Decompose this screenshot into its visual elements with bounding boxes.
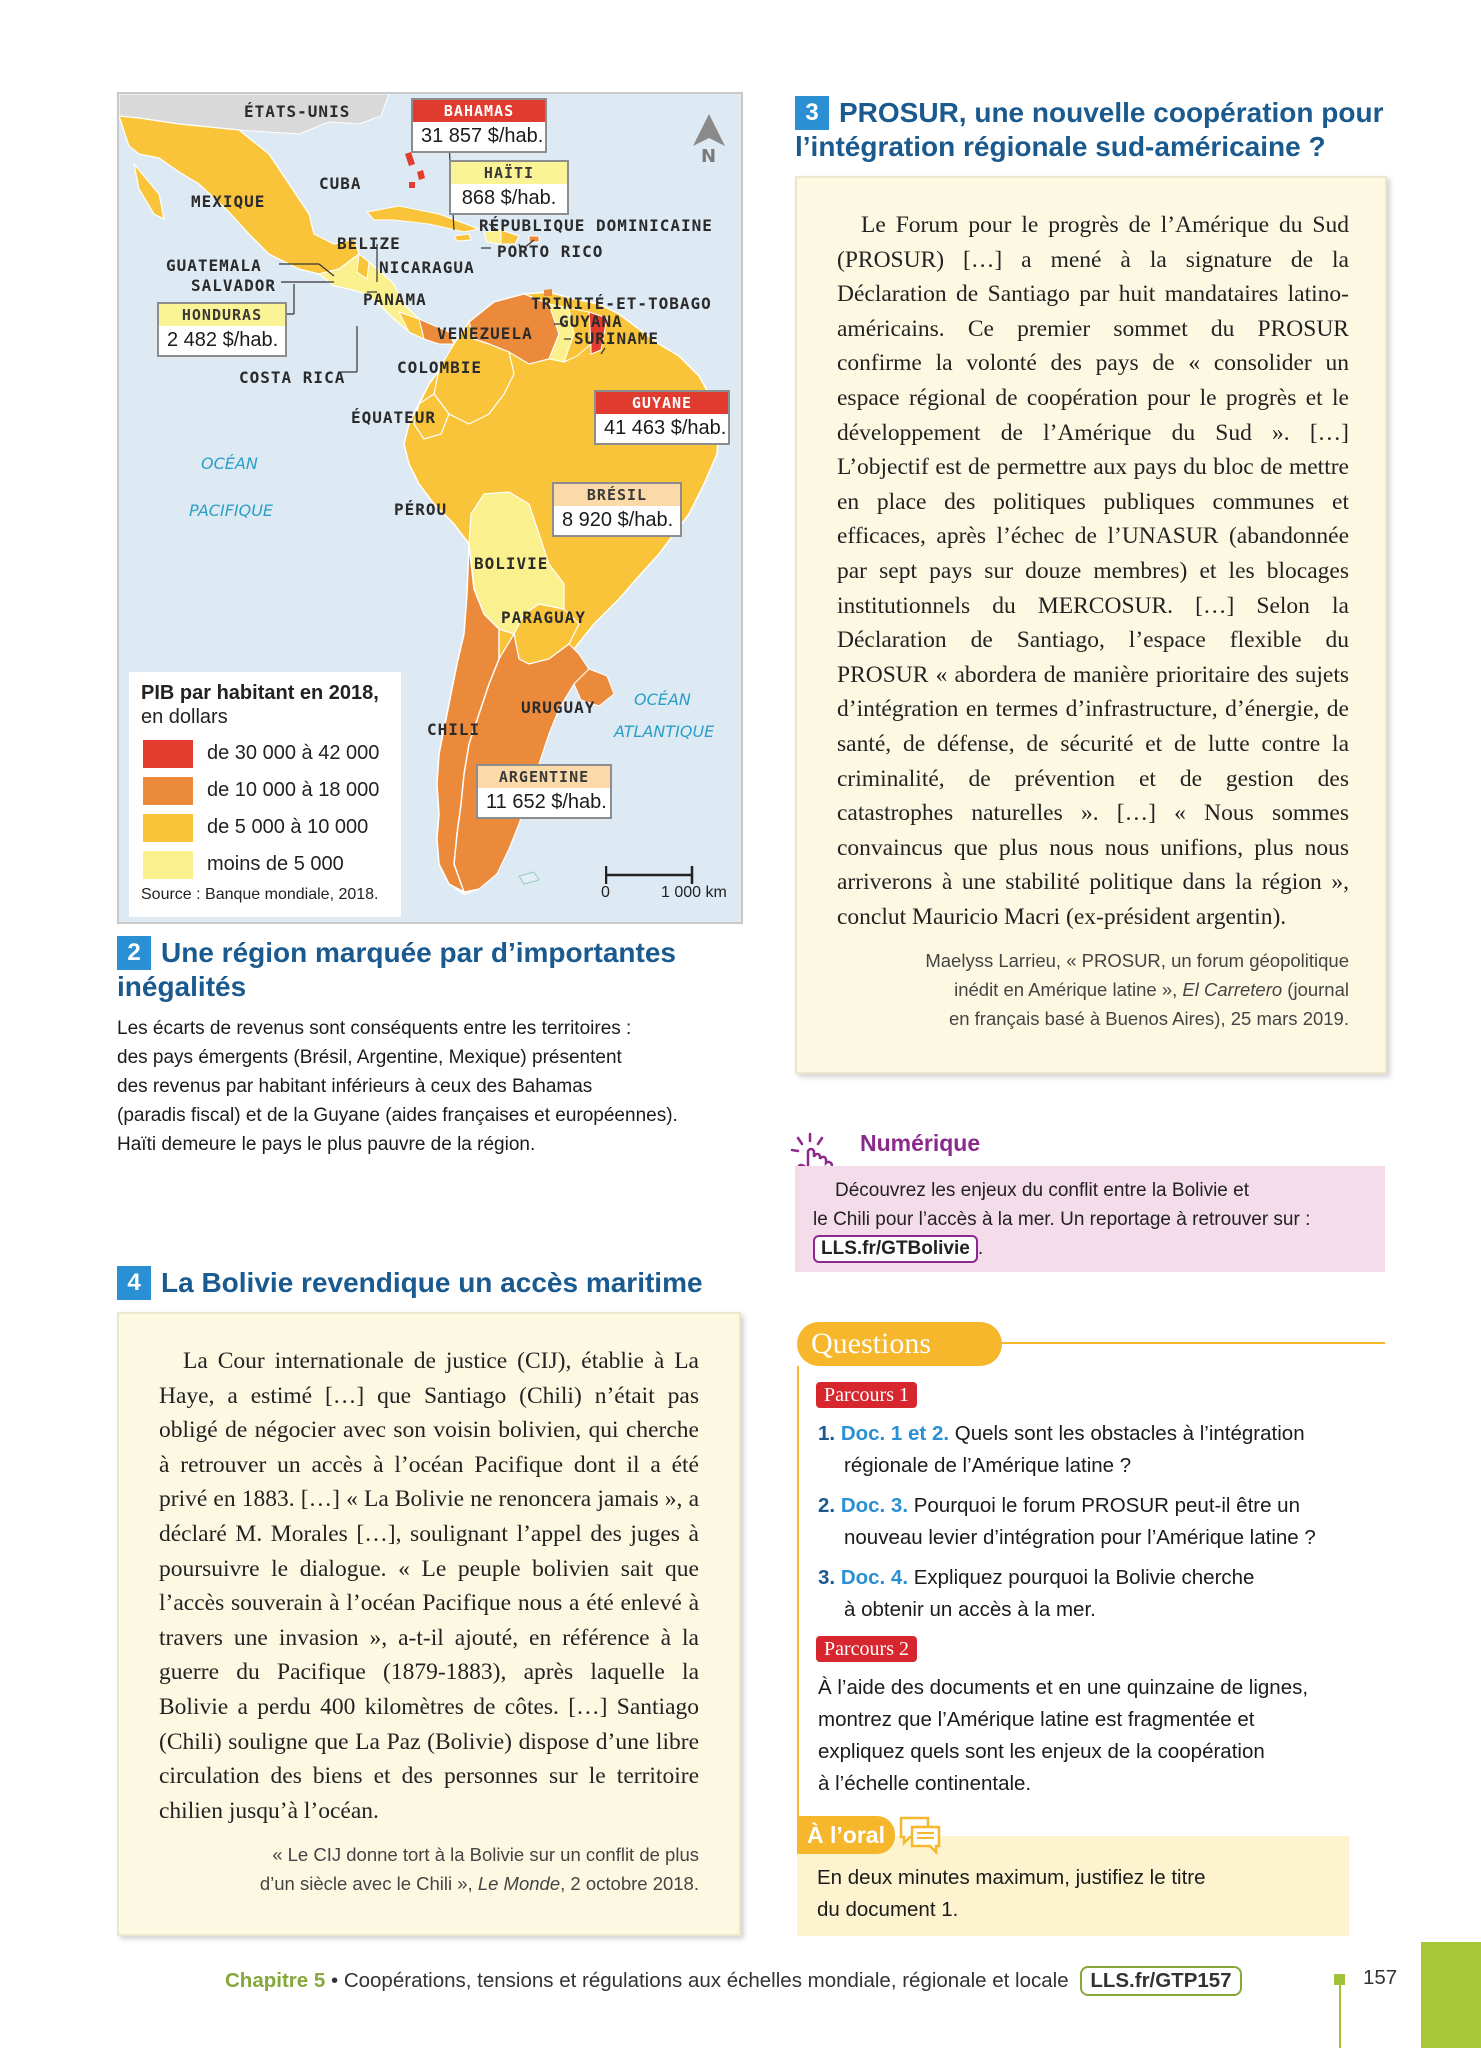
doc3-cite-line: en français basé à Buenos Aires), 25 mars 2019. [948, 1008, 1349, 1030]
callout-honduras-value: 2 482 $/hab. [167, 329, 279, 351]
question-text: Quels sont les obstacles à l’intégration [949, 1422, 1305, 1445]
question-doc-ref: Doc. 1 et 2. [840, 1422, 950, 1445]
callout-bahamas-name: BAHAMAS [413, 100, 545, 122]
legend-source: Source : Banque mondiale, 2018. [141, 886, 379, 903]
doc4-cite-line [159, 1869, 699, 1898]
bahamas-shape [405, 152, 425, 188]
label-paraguay: PARAGUAY [501, 608, 587, 627]
callout-argentine-name: ARGENTINE [478, 766, 610, 788]
callout-bahamas [411, 98, 547, 153]
parcours-2-line: montrez que l’Amérique latine est fragmentée et [818, 1708, 1255, 1731]
numerique-link-row [813, 1234, 1373, 1263]
label-porto-rico: PORTO RICO [497, 242, 604, 261]
doc4-cite-journal: Le Monde [477, 1873, 561, 1895]
question-number: 1. [818, 1422, 836, 1445]
label-colombie: COLOMBIE [397, 358, 483, 377]
numerique-title: Numérique [860, 1130, 981, 1156]
north-label: N [701, 146, 717, 167]
doc3-cite-part: inédit en Amérique latine », [954, 979, 1183, 1001]
label-uruguay: URUGUAY [521, 698, 596, 717]
legend-swatch [143, 814, 193, 842]
parcours-2-line: à l’échelle continentale. [818, 1772, 1032, 1795]
doc2-line: (paradis fiscal) et de la Guyane (aides françaises et européennes). [117, 1105, 678, 1126]
label-rep-dom: RÉPUBLIQUE DOMINICAINE [479, 216, 713, 235]
legend-subtitle: en dollars [141, 706, 228, 728]
doc4-citation [159, 1840, 699, 1898]
question-number: 3. [818, 1566, 836, 1589]
doc4-text [159, 1344, 699, 1828]
numerique-line: le Chili pour l’accès à la mer. Un reportage à retrouver sur : [813, 1209, 1311, 1230]
doc3-number: 3 [795, 96, 829, 130]
callout-bresil [552, 482, 682, 537]
doc4-title [117, 1266, 757, 1300]
legend-label: de 30 000 à 42 000 [207, 742, 380, 764]
footer-chapter: Chapitre 5 [225, 1969, 326, 1992]
numerique-link-dot: . [977, 1238, 984, 1259]
page-marker-line [1339, 1985, 1341, 2048]
doc2-title [117, 936, 757, 1004]
doc3-cite-line: Maelyss Larrieu, « PROSUR, un forum géopolitique [925, 950, 1349, 972]
doc3-citation [837, 946, 1349, 1033]
label-bolivie: BOLIVIE [474, 554, 549, 573]
page-footer [225, 1966, 1242, 1996]
label-chili: CHILI [427, 720, 481, 739]
callout-bresil-value: 8 920 $/hab. [562, 509, 674, 531]
label-ocean-pacific-1: OCÉAN [201, 454, 258, 473]
oral-tag: À l’oral [797, 1816, 895, 1854]
doc2-line: Les écarts de revenus sont conséquents entre les territoires : [117, 1018, 632, 1039]
label-mexique: MEXIQUE [191, 192, 266, 211]
legend-title: PIB par habitant en 2018, [141, 682, 379, 704]
footer-text: Coopérations, tensions et régulations aux échelles mondiale, régionale et locale [343, 1969, 1069, 1992]
scale-start: 0 [601, 884, 610, 901]
questions-divider [1000, 1342, 1385, 1344]
doc3-box [795, 176, 1387, 1074]
baja-shape [134, 164, 164, 219]
doc4-box [117, 1312, 741, 1936]
callout-guyane-name: GUYANE [596, 392, 728, 414]
question-item [818, 1562, 1388, 1626]
label-equateur: ÉQUATEUR [351, 408, 437, 427]
map-legend [129, 672, 401, 917]
callout-honduras-name: HONDURAS [159, 304, 285, 326]
doc3-cite-journal: El Carretero [1182, 979, 1283, 1001]
doc3-cite-line [837, 975, 1349, 1004]
scale-bar-line [605, 864, 695, 886]
question-doc-ref: Doc. 3. [840, 1494, 909, 1517]
question-item [818, 1418, 1388, 1482]
doc4-title-text: La Bolivie revendique un accès maritime [161, 1267, 703, 1298]
label-usa: ÉTATS-UNIS [244, 102, 351, 121]
page-marker [1334, 1974, 1345, 1985]
doc3-cite-part: (journal [1282, 979, 1349, 1001]
north-arrow [689, 112, 729, 168]
callout-haiti-value: 868 $/hab. [461, 187, 557, 209]
legend-label: de 5 000 à 10 000 [207, 816, 369, 838]
callout-haiti [449, 160, 569, 215]
label-perou: PÉROU [394, 500, 448, 519]
legend-swatch [143, 740, 193, 768]
question-text: Expliquez pourquoi la Bolivie cherche [908, 1566, 1255, 1589]
question-line: nouveau levier d’intégration pour l’Amérique latine ? [844, 1526, 1316, 1549]
doc4-cite-part: d’un siècle avec le Chili », [259, 1873, 478, 1895]
numerique-link[interactable]: LLS.fr/GTBolivie [813, 1235, 978, 1263]
doc4-paragraph: La Cour internationale de justice (CIJ), établie à La Haye, a estimé […] que Santiago (Chili) n’était pas obligé de négocier avec son voisin bolivien, qui cherche à retrouver un accès à l’océan Pacifique dont il a été privé en 1883. […] « La Bolivie ne renoncera jamais », a déclaré M. Morales […], soulignant l’appel des juges à poursuivre le dialogue. « Le peuple bolivien sait que l’accès souverain à l’océan Pacifique nous a été enlevé à travers une invasion », a-t-il ajouté, en référence à la guerre du Pacifique (1879-1883), après laquelle la Bolivie a perdu 400 kilomètres de côtes. […] Santiago (Chili) souligne que La Paz (Bolivie) dispose d’une libre circulation des biens et des personnes sur le territoire chilien jusqu’à l’océan. [159, 1348, 699, 1824]
legend-swatch [143, 777, 193, 805]
scale-end: 1 000 km [661, 884, 727, 901]
speech-bubble-icon [898, 1815, 942, 1855]
question-number: 2. [818, 1494, 836, 1517]
label-ocean-atlantic-2: ATLANTIQUE [614, 722, 715, 741]
label-belize: BELIZE [337, 234, 401, 253]
label-ocean-pacific-2: PACIFIQUE [189, 501, 274, 520]
callout-guyane [594, 390, 730, 445]
question-item [818, 1490, 1398, 1554]
label-trinite: TRINITÉ-ET-TOBAGO [531, 294, 712, 313]
question-line [818, 1562, 1388, 1594]
doc4-cite-part: , 2 octobre 2018. [560, 1873, 699, 1895]
doc3-title [795, 96, 1415, 164]
question-line: à obtenir un accès à la mer. [844, 1598, 1096, 1621]
legend-label: moins de 5 000 [207, 853, 344, 875]
doc3-text [837, 208, 1349, 934]
label-venezuela: VENEZUELA [437, 324, 533, 343]
label-panama: PANAMA [363, 290, 427, 309]
label-cuba: CUBA [319, 174, 362, 193]
callout-bresil-name: BRÉSIL [554, 484, 680, 506]
callout-haiti-name: HAÏTI [451, 162, 567, 184]
callout-argentine-value: 11 652 $/hab. [486, 791, 607, 813]
question-line [818, 1490, 1398, 1522]
page-number: 157 [1363, 1966, 1398, 1989]
footer-separator: • [325, 1969, 344, 1992]
oral-line: En deux minutes maximum, justifiez le titre [817, 1866, 1206, 1889]
question-line: régionale de l’Amérique latine ? [844, 1454, 1132, 1477]
doc2-line: des revenus par habitant inférieurs à ceux des Bahamas [117, 1076, 593, 1097]
doc2-number: 2 [117, 936, 151, 970]
doc2-line: Haïti demeure le pays le plus pauvre de la région. [117, 1134, 536, 1155]
page-corner-tab [1421, 1942, 1481, 2048]
parcours-2-text [818, 1672, 1388, 1800]
doc2-title-text: Une région marquée par d’importantes inégalités [117, 937, 676, 1002]
doc2-body [117, 1014, 757, 1159]
parcours-2-line: À l’aide des documents et en une quinzaine de lignes, [818, 1676, 1309, 1699]
label-guatemala: GUATEMALA [166, 256, 262, 275]
oral-line: du document 1. [817, 1898, 959, 1921]
callout-guyane-value: 41 463 $/hab. [604, 417, 727, 439]
doc3-title-text: PROSUR, une nouvelle coopération pour l’intégration régionale sud-américaine ? [795, 97, 1384, 162]
gdp-map [117, 92, 743, 924]
doc4-cite-line: « Le CIJ donne tort à la Bolivie sur un conflit de plus [272, 1844, 699, 1866]
doc4-number: 4 [117, 1266, 151, 1300]
numerique-line: Découvrez les enjeux du conflit entre la Bolivie et [835, 1180, 1250, 1201]
question-text: Pourquoi le forum PROSUR peut-il être un [908, 1494, 1300, 1517]
questions-title: Questions [797, 1322, 1002, 1366]
label-nicaragua: NICARAGUA [379, 258, 475, 277]
falklands-shape [519, 872, 539, 884]
label-salvador: SALVADOR [191, 276, 277, 295]
parcours-2-badge: Parcours 2 [816, 1636, 917, 1662]
legend-swatch [143, 851, 193, 879]
doc2-line: des pays émergents (Brésil, Argentine, Mexique) présentent [117, 1047, 622, 1068]
legend-label: de 10 000 à 18 000 [207, 779, 380, 801]
label-ocean-atlantic-1: OCÉAN [634, 690, 691, 709]
parcours-1-badge: Parcours 1 [816, 1382, 917, 1408]
question-line [818, 1418, 1388, 1450]
callout-bahamas-value: 31 857 $/hab. [421, 125, 544, 147]
label-guyana: GUYANA [559, 312, 623, 331]
jamaica-shape [454, 234, 471, 241]
footer-link[interactable]: LLS.fr/GTP157 [1080, 1966, 1241, 1996]
callout-honduras [157, 302, 287, 357]
parcours-2-line: expliquez quels sont les enjeux de la coopération [818, 1740, 1265, 1763]
label-suriname: SURINAME [574, 329, 660, 348]
callout-argentine [476, 764, 612, 819]
numerique-box [795, 1166, 1385, 1272]
question-doc-ref: Doc. 4. [840, 1566, 909, 1589]
doc3-paragraph: Le Forum pour le progrès de l’Amérique du Sud (PROSUR) […] a mené à la signature de la Déclaration de Santiago par huit mandataires latino-américains. Ce premier sommet du PROSUR confirme la volonté des pays de « consolider un espace régional de coopération pour le progrès et le développement de l’Amérique du Sud ». […] L’objectif est de permettre aux pays du bloc de mettre en place des politiques publiques communes et efficaces, après l’échec de l’UNASUR (abandonnée par sept pays sur douze membres) et les blocages institutionnels du MERCOSUR. […] Selon la Déclaration de Santiago, l’espace flexible du PROSUR « abordera de manière prioritaire des sujets d’intégration en termes d’infrastructure, d’énergie, de santé, de défense, de sécurité et de lutte contre la criminalité, de prévention et de gestion des catastrophes naturelles ». […] « Nous sommes convaincus que plus nous nous unifions, plus nous arriverons à une stabilité politique dans la région », conclut Mauricio Macri (ex-président argentin). [837, 212, 1349, 930]
label-costa-rica: COSTA RICA [239, 368, 346, 387]
